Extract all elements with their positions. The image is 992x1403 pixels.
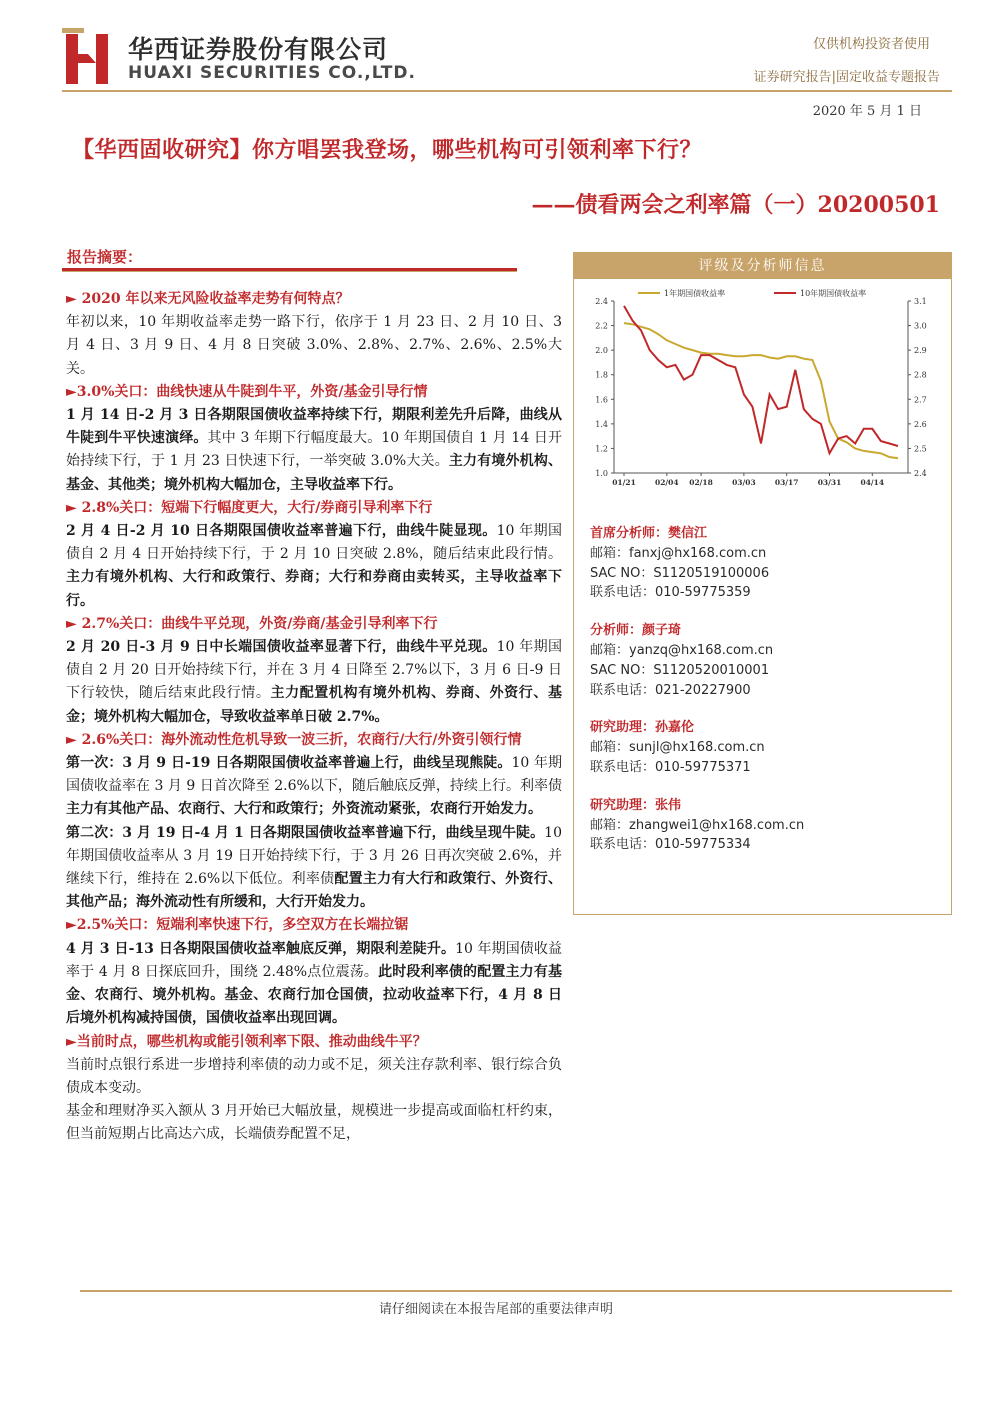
summary-paragraph [66,381,562,404]
analyst-contact-line: 邮箱：zhangwei1@hx168.com.cn [590,817,805,833]
analyst-contact-line: 联系电话：010-59775359 [590,585,751,601]
y-left-tick-label: 2.4 [595,297,608,306]
footer-divider [80,1290,952,1292]
analyst-card [590,796,950,855]
summary-paragraph [66,1100,562,1146]
summary-question: ► 2.8%关口：短端下行幅度更大，大行/券商引导利率下行 [66,499,433,516]
page-header [0,0,992,130]
analyst-role: 首席分析师：樊信江 [590,526,708,541]
y-left-tick-label: 2.0 [595,346,608,356]
summary-text: 此时段利率债的配置主力有基金、农商行、境外机构。基金、农商行加仓国债，拉动收益率下行，4 月 8 日后境外机构减持国债，国债收益率出现回调。 [66,963,563,1027]
y-left-tick-label: 1.4 [595,419,608,429]
analyst-card [590,718,950,777]
summary-question: ► 2.6%关口：海外流动性危机导致一波三折，农商行/大行/外资引领行情 [66,731,522,748]
summary-paragraph [66,288,562,311]
summary-question: ► 2.7%关口：曲线牛平兑现，外资/券商/基金引导利率下行 [66,615,438,632]
company-name-en: HUAXI SECURITIES CO.,LTD. [128,63,416,83]
summary-paragraph [66,1054,562,1100]
summary-text: 1 月 14 日-2 月 3 日各期限国债收益率持续下行，期限利差先升后降，曲线从牛陡到牛平快速演绎。 [66,407,562,447]
summary-paragraph [66,914,562,937]
summary-paragraph [66,1031,562,1054]
legal-disclaimer: 请仔细阅读在本报告尾部的重要法律声明 [378,1302,613,1317]
y-right-tick-label: 2.9 [914,346,927,356]
summary-text: 其中 3 年期下行幅度最大。10 年期国债自 1 月 14 日开始持续下行，于 1 月 23 日快速下行，一举突破 3.0%大关。 [66,430,563,470]
investors-only-tag: 仅供机构投资者使用 [812,37,930,52]
analyst-contact-line: SAC NO：S1120520010001 [590,662,770,678]
x-tick-label: 01/21 [612,478,636,487]
summary-text: 第一次：3 月 9 日-19 日各期限国债收益率普遍上行，曲线呈现熊陡。 [66,755,512,772]
summary-paragraph [66,613,562,636]
summary-paragraph [66,729,562,752]
summary-question: ►2.5%关口：短端利率快速下行，多空双方在长端拉锯 [66,917,409,934]
x-tick-label: 04/14 [860,478,885,487]
analyst-card [590,621,950,700]
analyst-contact-line: 邮箱：sunjl@hx168.com.cn [590,740,765,756]
company-name-cn: 华西证券股份有限公司 [128,35,389,64]
x-tick-label: 03/17 [774,478,799,487]
y-right-tick-label: 2.7 [914,395,927,405]
summary-text: 年初以来，10 年期收益率走势一路下行，依序于 1 月 23 日、2 月 10 日、3 月 4 日、3 月 9 日、4 月 8 日突破 3.0%、2.8%、2.7%、2.6%、2.5%大关。 [66,314,562,377]
report-date: 2020 年 5 月 1 日 [812,104,922,119]
summary-question: ►当前时点，哪些机构或能引领利率下限、推动曲线牛平？ [66,1033,427,1050]
summary-text: 当前时点银行系进一步增持利率债的动力或不足，须关注存款利率、银行综合负债成本变动。 [66,1056,562,1096]
analyst-role: 研究助理：张伟 [590,797,682,813]
x-tick-label: 03/31 [817,478,842,487]
summary-text: 2 月 20 日-3 月 9 日中长端国债收益率显著下行，曲线牛平兑现。 [66,639,497,656]
y-right-tick-label: 3.1 [914,297,927,306]
summary-text: 第二次：3 月 19 日-4 月 1 日各期限国债收益率普遍下行，曲线呈现牛陡。 [66,824,545,841]
y-left-tick-label: 1.6 [595,395,608,405]
summary-text: 主力有其他产品、农商行、大行和政策行；外资流动紧张，农商行开始发力。 [66,801,542,818]
analyst-contact-line: 联系电话：010-59775334 [590,837,751,853]
summary-paragraph [66,497,562,520]
summary-text: 10 年期国债收益率从 3 月 19 日开始持续下行，于 3 月 26 日再次突破 2.6%，并继续下行，维持在 2.6%以下低位。利率债 [66,824,562,888]
y-left-tick-label: 1.8 [595,370,608,380]
legend-label: 10年期国债收益率 [800,289,867,298]
analyst-contact-line: 邮箱：fanxj@hx168.com.cn [590,545,767,561]
summary-text: 10 年期国债收益率于 4 月 8 日探底回升，围绕 2.48%点位震荡。 [66,940,563,980]
summary-paragraph [66,938,562,1031]
x-tick-label: 02/04 [655,478,679,487]
summary-text: 配置主力有大行和政策行、外资行、其他产品；海外流动性有所缓和，大行开始发力。 [66,871,562,911]
y-right-tick-label: 2.4 [914,469,927,478]
y-right-tick-label: 2.6 [914,419,927,429]
rating-box-heading: 评级及分析师信息 [574,253,951,279]
analyst-role: 分析师：颜子琦 [590,623,682,639]
analyst-card [590,524,950,603]
series-line-10y [624,306,898,453]
summary-question: ►3.0%关口：曲线快速从牛陡到牛平，外资/基金引导行情 [66,383,428,400]
y-left-tick-label: 1.0 [595,469,608,478]
report-type-tag: 证券研究报告|固定收益专题报告 [753,70,940,85]
y-right-tick-label: 2.5 [914,444,927,454]
report-title: 【华西固收研究】你方唱罢我登场，哪些机构可引领利率下行？ [72,137,703,163]
summary-paragraph [66,311,562,381]
summary-text: 10 年期国债自 2 月 20 日开始持续下行，并在 3 月 4 日降至 2.7%以下，3 月 6 日-9 日下行较快，随后结束此段行情。 [66,639,562,702]
summary-text: 2 月 4 日-2 月 10 日各期限国债收益率普遍下行，曲线牛陡显现。 [66,523,497,540]
summary-paragraph [66,636,562,729]
summary-heading-underline-thin [62,271,517,272]
analyst-contact-line: SAC NO：S1120519100006 [590,565,770,581]
summary-text: 基金和理财净买入额从 3 月开始已大幅放量，规模进一步提高或面临杠杆约束，但当前短期占比高达六成，长端债券配置不足， [66,1103,562,1143]
summary-paragraph [66,404,562,497]
analyst-role: 研究助理：孙嘉伦 [590,720,695,736]
x-tick-label: 02/18 [689,478,713,487]
huaxi-logo-icon [62,28,114,86]
legend-label: 1年期国债收益率 [664,289,726,298]
analyst-list [590,524,950,873]
summary-heading: 报告摘要： [67,248,143,266]
summary-body [66,288,562,1147]
summary-paragraph [66,520,562,613]
summary-paragraph [66,752,562,822]
summary-text: 4 月 3 日-13 日各期限国债收益率触底反弹，期限利差陡升。 [66,940,456,957]
analyst-contact-line: 联系电话：010-59775371 [590,759,751,775]
x-tick-label: 03/03 [732,478,756,487]
analyst-contact-line: 联系电话：021-20227900 [590,682,751,698]
summary-question: ► 2020 年以来无风险收益率走势有何特点？ [66,291,350,307]
y-right-tick-label: 3.0 [914,321,927,331]
summary-text: 10 年期国债自 2 月 4 日开始持续下行，于 2 月 10 日突破 2.8%，随后结束此段行情。 [66,523,562,563]
summary-text: 10 年期国债收益率在 3 月 9 日首次降至 2.6%以下，随后触底反弹，持续上行。利率债 [66,755,562,795]
report-subtitle: ——债看两会之利率篇（一）20200501 [531,192,940,218]
summary-text: 主力有境外机构、大行和政策行、券商；大行和券商由卖转买，主导收益率下行。 [66,569,562,609]
summary-text: 主力有境外机构、基金、其他类；境外机构大幅加仓，主导收益率下行。 [66,453,562,493]
header-divider [62,90,952,92]
y-left-tick-label: 2.2 [595,321,608,331]
analyst-contact-line: 邮箱：yanzq@hx168.com.cn [590,642,774,658]
summary-paragraph [66,822,562,915]
y-left-tick-label: 1.2 [595,444,608,454]
summary-text: 主力配置机构有境外机构、券商、外资行、基金；境外机构大幅加仓，导致收益率单日破 2.7%。 [66,685,562,725]
y-right-tick-label: 2.8 [914,370,927,380]
yield-chart [578,281,948,496]
